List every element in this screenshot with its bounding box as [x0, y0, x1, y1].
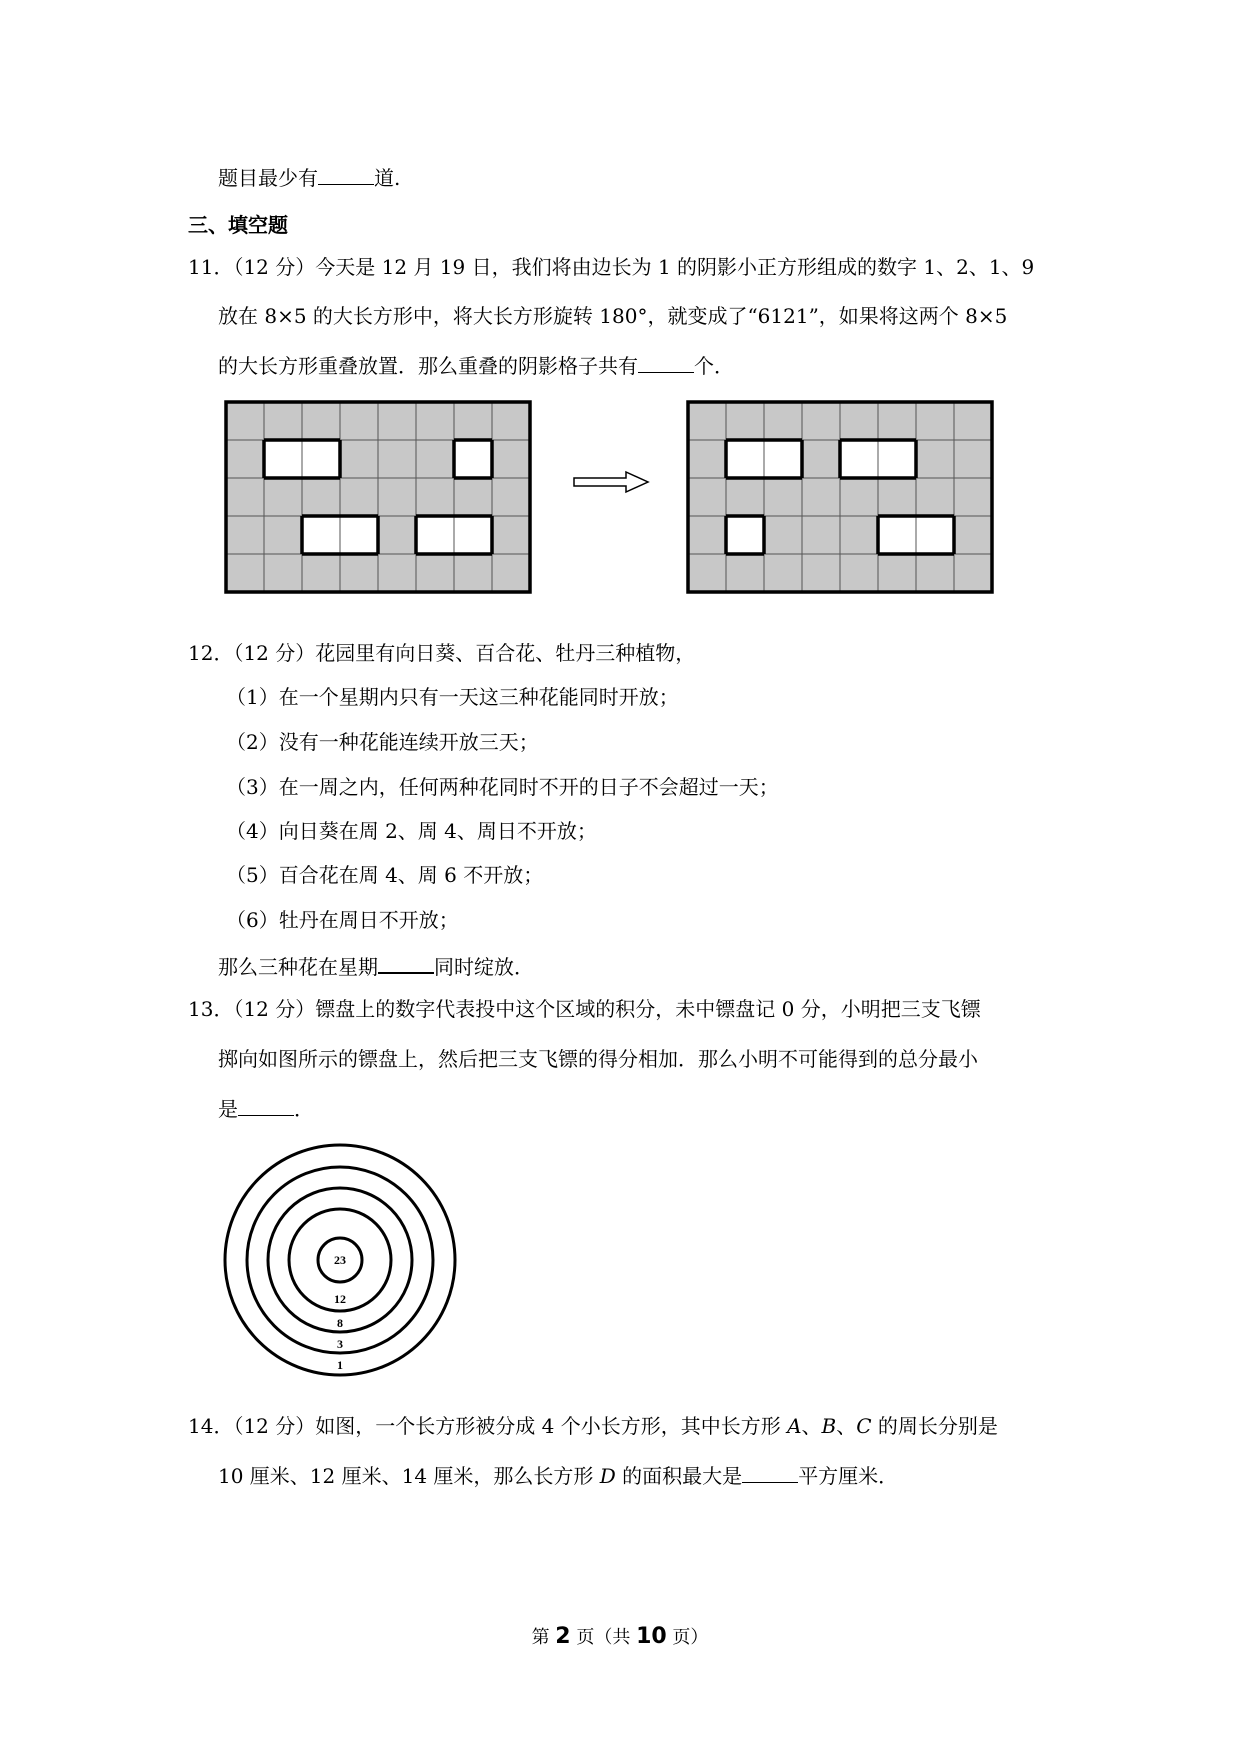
- shaded-cell: [302, 402, 340, 440]
- shaded-cell: [954, 402, 992, 440]
- shaded-cell: [340, 440, 378, 478]
- shaded-cell: [840, 402, 878, 440]
- shaded-cell: [416, 554, 454, 592]
- shaded-cell: [878, 478, 916, 516]
- q13-line2: 掷向如图所示的镖盘上，然后把三支飞镖的得分相加．那么小明不可能得到的总分最小: [218, 1047, 978, 1071]
- score-ring-3: 8: [337, 1316, 343, 1330]
- shaded-cell: [378, 402, 416, 440]
- q13-line3-b: ．: [294, 1097, 314, 1121]
- shaded-cell: [264, 478, 302, 516]
- shaded-cell: [302, 554, 340, 592]
- shaded-cell: [378, 440, 416, 478]
- shaded-cell: [492, 440, 530, 478]
- q12-condition-4: （4）向日葵在周 2、周 4、周日不开放；: [226, 819, 597, 843]
- white-cell: [878, 516, 916, 554]
- shaded-cell: [954, 478, 992, 516]
- score-center: 23: [334, 1253, 346, 1267]
- page-number: 2: [555, 1624, 571, 1649]
- q14-line2-c: 平方厘米．: [798, 1464, 899, 1488]
- shaded-cell: [264, 402, 302, 440]
- shaded-cell: [378, 478, 416, 516]
- shaded-cell: [226, 554, 264, 592]
- shaded-cell: [802, 554, 840, 592]
- shaded-cell: [492, 554, 530, 592]
- footer-b: 页（共: [570, 1627, 637, 1648]
- shaded-cell: [264, 554, 302, 592]
- q12-stem: 12．（12 分）花园里有向日葵、百合花、牡丹三种植物，: [188, 641, 696, 665]
- arrow-icon: [572, 470, 652, 494]
- q12-condition-6: （6）牡丹在周日不开放；: [226, 908, 459, 932]
- q12-condition-1: （1）在一个星期内只有一天这三种花能同时开放；: [226, 685, 679, 709]
- q11-line3-a: 的大长方形重叠放置．那么重叠的阴影格子共有: [218, 354, 638, 378]
- answer-blank-10: [318, 164, 374, 185]
- section-heading: 三、填空题: [188, 213, 288, 237]
- prev-text-a: 题目最少有: [218, 166, 318, 190]
- q14-line1-a: 14．（12 分）如图，一个长方形被分成 4 个小长方形，其中长方形: [188, 1414, 788, 1438]
- shaded-cell: [840, 478, 878, 516]
- q13-line3: [218, 1095, 314, 1122]
- shaded-cell: [726, 554, 764, 592]
- shaded-cell: [954, 440, 992, 478]
- shaded-cell: [340, 402, 378, 440]
- shaded-cell: [226, 478, 264, 516]
- q14-line2-a: 10 厘米、12 厘米、14 厘米，那么长方形: [218, 1464, 600, 1488]
- shaded-cell: [802, 516, 840, 554]
- shaded-cell: [226, 440, 264, 478]
- score-ring-4: 3: [337, 1337, 343, 1351]
- shaded-cell: [340, 478, 378, 516]
- shaded-cell: [764, 478, 802, 516]
- shaded-cell: [916, 478, 954, 516]
- q14-sep1: 、: [801, 1414, 822, 1438]
- score-ring-5: 1: [337, 1358, 343, 1372]
- var-b: B: [821, 1414, 837, 1438]
- var-d: D: [599, 1464, 616, 1488]
- grid-before: [224, 400, 534, 596]
- shaded-cell: [726, 478, 764, 516]
- white-cell: [302, 516, 340, 554]
- shaded-cell: [688, 516, 726, 554]
- shaded-cell: [378, 516, 416, 554]
- q11-line2: 放在 8×5 的大长方形中，将大长方形旋转 180°，就变成了“6121”，如果将这两个 8×5: [218, 304, 1008, 328]
- shaded-cell: [764, 516, 802, 554]
- prev-text-b: 道.: [374, 166, 401, 190]
- shaded-cell: [688, 554, 726, 592]
- var-a: A: [787, 1414, 802, 1438]
- shaded-cell: [688, 478, 726, 516]
- shaded-cell: [492, 402, 530, 440]
- score-ring-2: 12: [334, 1292, 346, 1306]
- q12-ask: [218, 952, 534, 980]
- white-cell: [416, 516, 454, 554]
- white-cell: [726, 516, 764, 554]
- white-cell: [264, 440, 302, 478]
- white-cell: [340, 516, 378, 554]
- shaded-cell: [416, 402, 454, 440]
- shaded-cell: [802, 440, 840, 478]
- q12-ask-a: 那么三种花在星期: [218, 955, 378, 979]
- shaded-cell: [878, 402, 916, 440]
- shaded-cell: [302, 478, 340, 516]
- shaded-cell: [840, 554, 878, 592]
- shaded-cell: [802, 478, 840, 516]
- shaded-cell: [492, 478, 530, 516]
- page-footer: [0, 1623, 1240, 1649]
- shaded-cell: [840, 516, 878, 554]
- white-cell: [726, 440, 764, 478]
- shaded-cell: [454, 478, 492, 516]
- shaded-cell: [954, 554, 992, 592]
- q13-line3-a: 是: [218, 1097, 238, 1121]
- q11-line1: 11．（12 分）今天是 12 月 19 日，我们将由边长为 1 的阴影小正方形组成的数字 1、2、1、9: [188, 255, 1035, 279]
- shaded-cell: [916, 402, 954, 440]
- shaded-cell: [878, 554, 916, 592]
- q12-condition-3: （3）在一周之内，任何两种花同时不开的日子不会超过一天；: [226, 775, 779, 799]
- var-c: C: [856, 1414, 872, 1438]
- q14-line1: [188, 1413, 998, 1439]
- answer-blank-14: [742, 1462, 798, 1483]
- prev-question-tail: [218, 164, 400, 191]
- shaded-cell: [916, 440, 954, 478]
- footer-c: 页）: [666, 1627, 709, 1648]
- white-cell: [878, 440, 916, 478]
- dartboard: [220, 1140, 460, 1380]
- white-cell: [916, 516, 954, 554]
- answer-blank-12: [378, 952, 434, 974]
- white-cell: [454, 516, 492, 554]
- shaded-cell: [954, 516, 992, 554]
- shaded-cell: [378, 554, 416, 592]
- shaded-cell: [454, 402, 492, 440]
- q12-condition-2: （2）没有一种花能连续开放三天；: [226, 730, 539, 754]
- shaded-cell: [226, 402, 264, 440]
- q14-sep2: 、: [836, 1414, 857, 1438]
- q14-line2: [218, 1462, 898, 1489]
- q13-line1: 13．（12 分）镖盘上的数字代表投中这个区域的积分，未中镖盘记 0 分，小明把三支飞镖: [188, 997, 981, 1021]
- shaded-cell: [726, 402, 764, 440]
- q14-line1-b: 的周长分别是: [871, 1414, 998, 1438]
- shaded-cell: [492, 516, 530, 554]
- shaded-cell: [454, 554, 492, 592]
- shaded-cell: [764, 402, 802, 440]
- shaded-cell: [226, 516, 264, 554]
- shaded-cell: [264, 516, 302, 554]
- shaded-cell: [340, 554, 378, 592]
- shaded-cell: [688, 440, 726, 478]
- q12-condition-5: （5）百合花在周 4、周 6 不开放；: [226, 863, 544, 887]
- white-cell: [454, 440, 492, 478]
- shaded-cell: [916, 554, 954, 592]
- page-total: 10: [636, 1624, 667, 1649]
- shaded-cell: [688, 402, 726, 440]
- answer-blank-13: [238, 1095, 294, 1116]
- shaded-cell: [416, 440, 454, 478]
- grid-after: [686, 400, 996, 596]
- answer-blank-11: [638, 352, 694, 373]
- q11-line3-b: 个．: [694, 354, 734, 378]
- q14-line2-b: 的面积最大是: [615, 1464, 743, 1488]
- shaded-cell: [416, 478, 454, 516]
- footer-a: 第: [531, 1627, 556, 1648]
- shaded-cell: [764, 554, 802, 592]
- white-cell: [764, 440, 802, 478]
- white-cell: [840, 440, 878, 478]
- white-cell: [302, 440, 340, 478]
- shaded-cell: [802, 402, 840, 440]
- q11-line3: [218, 352, 734, 379]
- q12-ask-b: 同时绽放．: [434, 955, 534, 979]
